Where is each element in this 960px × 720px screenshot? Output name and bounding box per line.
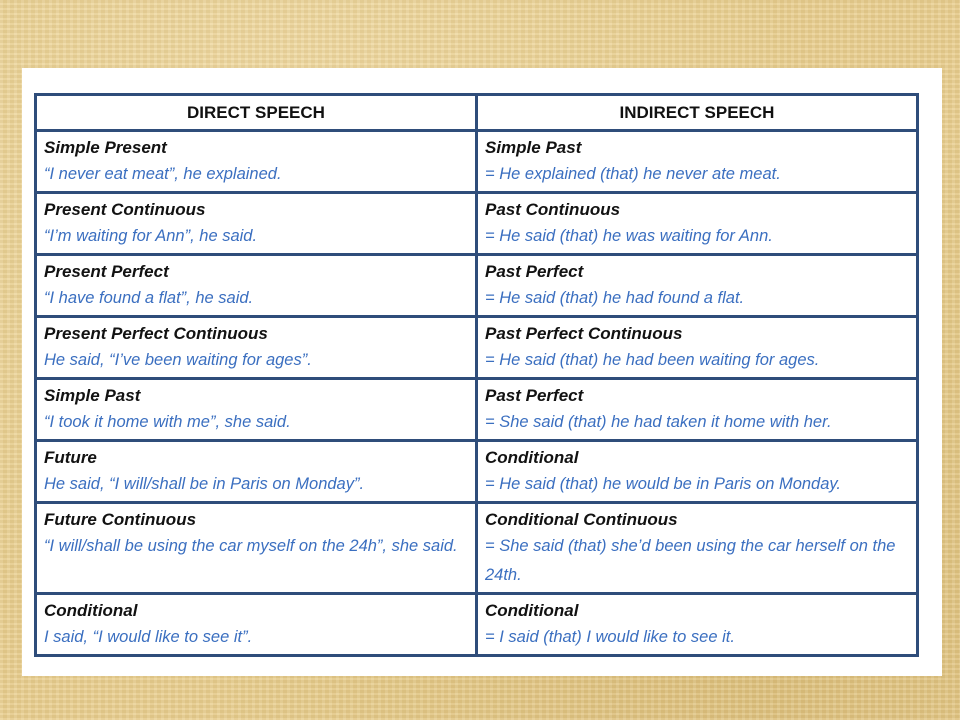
indirect-example: = She said (that) he had taken it home with her. <box>485 413 832 431</box>
indirect-tense-label: Conditional <box>485 601 579 620</box>
direct-cell <box>36 379 477 441</box>
table-header-row <box>36 95 918 131</box>
direct-tense-label: Future Continuous <box>44 510 197 529</box>
indirect-example: = I said (that) I would like to see it. <box>485 628 735 646</box>
direct-cell <box>36 317 477 379</box>
direct-cell <box>36 131 477 193</box>
direct-cell <box>36 594 477 656</box>
indirect-tense-label: Simple Past <box>485 138 582 157</box>
table-row <box>36 594 918 656</box>
direct-tense-label: Conditional <box>44 601 138 620</box>
indirect-cell <box>477 441 918 503</box>
indirect-example: = He said (that) he would be in Paris on Monday. <box>485 475 842 493</box>
indirect-cell <box>477 594 918 656</box>
direct-example: He said, “I’ve been waiting for ages”. <box>44 351 312 369</box>
indirect-example: = He said (that) he had found a flat. <box>485 289 745 307</box>
indirect-example: = She said (that) she’d been using the car herself on the 24th. <box>485 537 896 584</box>
table-row <box>36 255 918 317</box>
direct-cell <box>36 441 477 503</box>
direct-example: “I will/shall be using the car myself on the 24h”, she said. <box>44 537 458 555</box>
table-row <box>36 379 918 441</box>
direct-speech-header: DIRECT SPEECH <box>36 95 477 131</box>
speech-conversion-table <box>34 93 919 657</box>
table-row <box>36 503 918 594</box>
direct-example: He said, “I will/shall be in Paris on Monday”. <box>44 475 365 493</box>
indirect-cell <box>477 255 918 317</box>
table-row <box>36 441 918 503</box>
indirect-tense-label: Past Perfect <box>485 262 584 281</box>
indirect-tense-label: Past Perfect <box>485 386 584 405</box>
indirect-cell <box>477 193 918 255</box>
direct-example: “I’m waiting for Ann”, he said. <box>44 227 258 245</box>
indirect-tense-label: Conditional Continuous <box>485 510 678 529</box>
direct-example: “I took it home with me”, she said. <box>44 413 291 431</box>
direct-cell <box>36 503 477 594</box>
indirect-tense-label: Past Perfect Continuous <box>485 324 683 343</box>
direct-tense-label: Simple Present <box>44 138 167 157</box>
indirect-example: = He said (that) he had been waiting for ages. <box>485 351 820 369</box>
indirect-cell <box>477 131 918 193</box>
direct-example: “I never eat meat”, he explained. <box>44 165 282 183</box>
table-row <box>36 317 918 379</box>
indirect-tense-label: Conditional <box>485 448 579 467</box>
indirect-example: = He said (that) he was waiting for Ann. <box>485 227 773 245</box>
direct-cell <box>36 255 477 317</box>
direct-tense-label: Present Continuous <box>44 200 206 219</box>
direct-tense-label: Present Perfect <box>44 262 169 281</box>
indirect-example: = He explained (that) he never ate meat. <box>485 165 781 183</box>
direct-tense-label: Future <box>44 448 97 467</box>
direct-example: I said, “I would like to see it”. <box>44 628 253 646</box>
indirect-cell <box>477 379 918 441</box>
indirect-cell <box>477 503 918 594</box>
table-row <box>36 131 918 193</box>
indirect-cell <box>477 317 918 379</box>
indirect-tense-label: Past Continuous <box>485 200 621 219</box>
direct-tense-label: Present Perfect Continuous <box>44 324 268 343</box>
indirect-speech-header: INDIRECT SPEECH <box>477 95 918 131</box>
table-row <box>36 193 918 255</box>
direct-tense-label: Simple Past <box>44 386 141 405</box>
direct-cell <box>36 193 477 255</box>
direct-example: “I have found a flat”, he said. <box>44 289 254 307</box>
